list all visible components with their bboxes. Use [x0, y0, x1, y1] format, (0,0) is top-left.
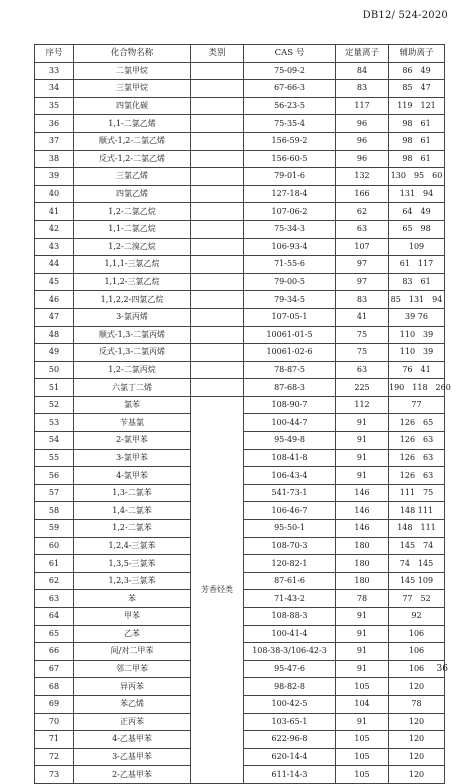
cell-quant-ion: 62	[336, 203, 389, 221]
table-row	[35, 80, 445, 98]
cell-no: 42	[35, 220, 74, 238]
cell-quant-ion: 146	[336, 502, 389, 520]
cell-compound-name: 4-氯甲苯	[74, 467, 191, 485]
cell-aux-ion: 64 49	[389, 203, 445, 221]
cell-no: 68	[35, 678, 74, 696]
column-header-aux-ion: 辅助离子	[389, 45, 445, 63]
cell-compound-name: 1,1,2-三氯乙烷	[74, 273, 191, 291]
table-row	[35, 379, 445, 397]
cell-compound-name: 1,1,1-三氯乙烷	[74, 256, 191, 274]
cell-no: 62	[35, 572, 74, 590]
cell-compound-name: 四氯化碳	[74, 97, 191, 115]
table-row	[35, 396, 445, 414]
cell-cas: 106-46-7	[244, 502, 336, 520]
cell-cas: 87-68-3	[244, 379, 336, 397]
cell-category	[191, 62, 244, 80]
cell-compound-name: 甲苯	[74, 608, 191, 626]
cell-no: 65	[35, 625, 74, 643]
cell-aux-ion: 126 63	[389, 467, 445, 485]
cell-cas: 127-18-4	[244, 185, 336, 203]
cell-no: 47	[35, 308, 74, 326]
cell-cas: 108-70-3	[244, 537, 336, 555]
cell-quant-ion: 97	[336, 256, 389, 274]
cell-compound-name: 1,3,5-三氯苯	[74, 555, 191, 573]
cell-cas: 78-87-5	[244, 361, 336, 379]
cell-no: 70	[35, 713, 74, 731]
cell-compound-name: 二氯甲烷	[74, 62, 191, 80]
cell-aux-ion: 145 74	[389, 537, 445, 555]
cell-category	[191, 150, 244, 168]
cell-no: 51	[35, 379, 74, 397]
cell-no: 60	[35, 537, 74, 555]
table-row	[35, 203, 445, 221]
cell-quant-ion: 105	[336, 766, 389, 784]
cell-no: 57	[35, 484, 74, 502]
cell-quant-ion: 105	[336, 731, 389, 749]
cell-category	[191, 80, 244, 98]
cell-aux-ion: 92	[389, 608, 445, 626]
cell-cas: 79-01-6	[244, 168, 336, 186]
cell-category	[191, 168, 244, 186]
cell-no: 72	[35, 748, 74, 766]
cell-category	[191, 273, 244, 291]
cell-category	[191, 326, 244, 344]
cell-aux-ion: 131 94	[389, 185, 445, 203]
cell-quant-ion: 105	[336, 678, 389, 696]
cell-cas: 103-65-1	[244, 713, 336, 731]
cell-cas: 108-41-8	[244, 449, 336, 467]
cell-cas: 67-66-3	[244, 80, 336, 98]
cell-aux-ion: 111 75	[389, 484, 445, 502]
cell-cas: 107-05-1	[244, 308, 336, 326]
cell-no: 48	[35, 326, 74, 344]
cell-no: 39	[35, 168, 74, 186]
cell-aux-ion: 110 39	[389, 344, 445, 362]
table-header-row	[35, 45, 445, 63]
cell-cas: 95-47-6	[244, 660, 336, 678]
cell-cas: 100-41-4	[244, 625, 336, 643]
cell-aux-ion: 145 109	[389, 572, 445, 590]
table-row	[35, 291, 445, 309]
cell-category	[191, 132, 244, 150]
cell-compound-name: 3-氯丙烯	[74, 308, 191, 326]
cell-cas: 108-88-3	[244, 608, 336, 626]
cell-cas: 71-43-2	[244, 590, 336, 608]
cell-aux-ion: 76 41	[389, 361, 445, 379]
cell-cas: 75-35-4	[244, 115, 336, 133]
cell-aux-ion: 98 61	[389, 132, 445, 150]
cell-aux-ion: 77	[389, 396, 445, 414]
cell-quant-ion: 75	[336, 326, 389, 344]
table-row	[35, 97, 445, 115]
cell-aux-ion: 77 52	[389, 590, 445, 608]
cell-compound-name: 1,2,3-三氯苯	[74, 572, 191, 590]
cell-compound-name: 顺式-1,2-二氯乙烯	[74, 132, 191, 150]
cell-category	[191, 361, 244, 379]
cell-category	[191, 238, 244, 256]
cell-compound-name: 反式-1,2-二氯乙烯	[74, 150, 191, 168]
column-header-name: 化合物名称	[74, 45, 191, 63]
cell-quant-ion: 91	[336, 449, 389, 467]
cell-quant-ion: 180	[336, 555, 389, 573]
cell-no: 37	[35, 132, 74, 150]
cell-aux-ion: 120	[389, 766, 445, 784]
cell-aux-ion: 120	[389, 678, 445, 696]
cell-category-merged: 芳香烃类	[191, 396, 244, 783]
cell-aux-ion: 126 65	[389, 414, 445, 432]
cell-cas: 87-61-6	[244, 572, 336, 590]
cell-no: 58	[35, 502, 74, 520]
cell-category	[191, 256, 244, 274]
cell-no: 40	[35, 185, 74, 203]
cell-aux-ion: 65 98	[389, 220, 445, 238]
cell-quant-ion: 132	[336, 168, 389, 186]
cell-category	[191, 308, 244, 326]
cell-aux-ion: 106	[389, 660, 445, 678]
cell-compound-name: 氯苯	[74, 396, 191, 414]
cell-quant-ion: 83	[336, 80, 389, 98]
cell-compound-name: 1,1-二氯乙烯	[74, 115, 191, 133]
cell-no: 44	[35, 256, 74, 274]
cell-compound-name: 苯乙烯	[74, 695, 191, 713]
cell-quant-ion: 91	[336, 608, 389, 626]
table-row	[35, 361, 445, 379]
column-header-cas: CAS 号	[244, 45, 336, 63]
cell-compound-name: 苄基氯	[74, 414, 191, 432]
cell-quant-ion: 91	[336, 432, 389, 450]
document-code: DB12/ 524-2020	[362, 10, 448, 21]
cell-compound-name: 三氯乙烯	[74, 168, 191, 186]
cell-quant-ion: 91	[336, 660, 389, 678]
cell-no: 46	[35, 291, 74, 309]
cell-aux-ion: 120	[389, 748, 445, 766]
cell-compound-name: 四氯乙烯	[74, 185, 191, 203]
cell-compound-name: 乙苯	[74, 625, 191, 643]
cell-category	[191, 115, 244, 133]
cell-aux-ion: 148 111	[389, 502, 445, 520]
cell-aux-ion: 61 117	[389, 256, 445, 274]
table-row	[35, 326, 445, 344]
cell-aux-ion: 126 63	[389, 432, 445, 450]
cell-quant-ion: 180	[336, 537, 389, 555]
cell-compound-name: 2-乙基甲苯	[74, 766, 191, 784]
cell-quant-ion: 75	[336, 344, 389, 362]
cell-quant-ion: 225	[336, 379, 389, 397]
cell-cas: 95-50-1	[244, 520, 336, 538]
cell-quant-ion: 91	[336, 713, 389, 731]
table-row	[35, 256, 445, 274]
cell-quant-ion: 91	[336, 414, 389, 432]
cell-aux-ion: 148 111	[389, 520, 445, 538]
cell-aux-ion: 110 39	[389, 326, 445, 344]
table-row	[35, 308, 445, 326]
cell-category	[191, 344, 244, 362]
cell-cas: 100-42-5	[244, 695, 336, 713]
cell-quant-ion: 105	[336, 748, 389, 766]
cell-cas: 75-09-2	[244, 62, 336, 80]
cell-cas: 106-43-4	[244, 467, 336, 485]
cell-category	[191, 185, 244, 203]
cell-cas: 120-82-1	[244, 555, 336, 573]
cell-quant-ion: 107	[336, 238, 389, 256]
cell-no: 71	[35, 731, 74, 749]
cell-category	[191, 220, 244, 238]
cell-cas: 622-96-8	[244, 731, 336, 749]
cell-aux-ion: 106	[389, 625, 445, 643]
cell-compound-name: 间/对二甲苯	[74, 643, 191, 661]
page-number: 36	[436, 664, 448, 674]
table-row	[35, 238, 445, 256]
cell-cas: 620-14-4	[244, 748, 336, 766]
cell-aux-ion: 74 145	[389, 555, 445, 573]
cell-aux-ion: 106	[389, 643, 445, 661]
cell-quant-ion: 96	[336, 132, 389, 150]
cell-no: 38	[35, 150, 74, 168]
cell-quant-ion: 112	[336, 396, 389, 414]
cell-no: 41	[35, 203, 74, 221]
cell-compound-name: 苯	[74, 590, 191, 608]
cell-cas: 98-82-8	[244, 678, 336, 696]
cell-compound-name: 1,2,4-三氯苯	[74, 537, 191, 555]
cell-compound-name: 六氯丁二烯	[74, 379, 191, 397]
cell-aux-ion: 78	[389, 695, 445, 713]
cell-no: 52	[35, 396, 74, 414]
cell-no: 73	[35, 766, 74, 784]
cell-aux-ion: 190 118 260	[389, 379, 445, 397]
cell-compound-name: 邻二甲苯	[74, 660, 191, 678]
cell-quant-ion: 117	[336, 97, 389, 115]
cell-aux-ion: 120	[389, 731, 445, 749]
cell-compound-name: 1,2-二氯丙烷	[74, 361, 191, 379]
cell-aux-ion: 120	[389, 713, 445, 731]
table-row	[35, 185, 445, 203]
cell-quant-ion: 96	[336, 150, 389, 168]
cell-compound-name: 2-氯甲苯	[74, 432, 191, 450]
cell-cas: 107-06-2	[244, 203, 336, 221]
table-row	[35, 168, 445, 186]
cell-category	[191, 291, 244, 309]
cell-aux-ion: 98 61	[389, 150, 445, 168]
table-body	[35, 62, 451, 783]
cell-cas: 156-60-5	[244, 150, 336, 168]
cell-no: 64	[35, 608, 74, 626]
cell-cas: 541-73-1	[244, 484, 336, 502]
cell-no: 34	[35, 80, 74, 98]
cell-compound-name: 1,2-二溴乙烷	[74, 238, 191, 256]
cell-cas: 156-59-2	[244, 132, 336, 150]
table-row	[35, 150, 445, 168]
cell-compound-name: 3-氯甲苯	[74, 449, 191, 467]
cell-cas: 100-44-7	[244, 414, 336, 432]
cell-quant-ion: 166	[336, 185, 389, 203]
cell-quant-ion: 180	[336, 572, 389, 590]
cell-cas: 56-23-5	[244, 97, 336, 115]
cell-no: 54	[35, 432, 74, 450]
table-row	[35, 220, 445, 238]
cell-cas: 79-00-5	[244, 273, 336, 291]
cell-compound-name: 1,2-二氯乙烷	[74, 203, 191, 221]
cell-no: 53	[35, 414, 74, 432]
cell-compound-name: 1,3-二氯苯	[74, 484, 191, 502]
cell-aux-ion: 126 63	[389, 449, 445, 467]
cell-quant-ion: 63	[336, 361, 389, 379]
cell-cas: 106-93-4	[244, 238, 336, 256]
cell-compound-name: 反式-1,3-二氯丙烯	[74, 344, 191, 362]
table-row	[35, 132, 445, 150]
cell-no: 63	[35, 590, 74, 608]
cell-no: 69	[35, 695, 74, 713]
cell-aux-ion: 98 61	[389, 115, 445, 133]
cell-compound-name: 1,1-二氯乙烷	[74, 220, 191, 238]
column-header-no: 序号	[35, 45, 74, 63]
cell-cas: 611-14-3	[244, 766, 336, 784]
table-row	[35, 273, 445, 291]
cell-compound-name: 三氯甲烷	[74, 80, 191, 98]
cell-compound-name: 1,1,2,2-四氯乙烷	[74, 291, 191, 309]
cell-cas: 75-34-3	[244, 220, 336, 238]
cell-cas: 79-34-5	[244, 291, 336, 309]
cell-quant-ion: 91	[336, 625, 389, 643]
cell-compound-name: 顺式-1,3-二氯丙烯	[74, 326, 191, 344]
cell-aux-ion: 119 121	[389, 97, 445, 115]
cell-cas: 10061-01-5	[244, 326, 336, 344]
cell-quant-ion: 41	[336, 308, 389, 326]
cell-quant-ion: 91	[336, 467, 389, 485]
cell-compound-name: 异丙苯	[74, 678, 191, 696]
cell-cas: 108-90-7	[244, 396, 336, 414]
cell-aux-ion: 85 47	[389, 80, 445, 98]
cell-compound-name: 4-乙基甲苯	[74, 731, 191, 749]
cell-no: 55	[35, 449, 74, 467]
cell-no: 43	[35, 238, 74, 256]
cell-no: 45	[35, 273, 74, 291]
cell-aux-ion: 109	[389, 238, 445, 256]
cell-aux-ion: 85 131 94	[389, 291, 445, 309]
cell-cas: 10061-02-6	[244, 344, 336, 362]
cell-compound-name: 1,4-二氯苯	[74, 502, 191, 520]
cell-compound-name: 1,2-二氯苯	[74, 520, 191, 538]
cell-no: 33	[35, 62, 74, 80]
cell-no: 49	[35, 344, 74, 362]
cell-no: 35	[35, 97, 74, 115]
table-row	[35, 62, 445, 80]
cell-no: 61	[35, 555, 74, 573]
column-header-quant-ion: 定量离子	[336, 45, 389, 63]
cell-quant-ion: 91	[336, 643, 389, 661]
table-row	[35, 115, 445, 133]
table-row	[35, 344, 445, 362]
cell-compound-name: 正丙苯	[74, 713, 191, 731]
cell-aux-ion: 83 61	[389, 273, 445, 291]
cell-no: 50	[35, 361, 74, 379]
cell-cas: 95-49-8	[244, 432, 336, 450]
cell-quant-ion: 96	[336, 115, 389, 133]
cell-quant-ion: 83	[336, 291, 389, 309]
column-header-category: 类别	[191, 45, 244, 63]
cell-quant-ion: 63	[336, 220, 389, 238]
cell-aux-ion: 86 49	[389, 62, 445, 80]
cell-cas: 71-55-6	[244, 256, 336, 274]
cell-compound-name: 3-乙基甲苯	[74, 748, 191, 766]
cell-category	[191, 203, 244, 221]
cell-quant-ion: 146	[336, 484, 389, 502]
cell-aux-ion: 39 76	[389, 308, 445, 326]
compound-table	[34, 44, 451, 784]
cell-no: 36	[35, 115, 74, 133]
cell-no: 66	[35, 643, 74, 661]
cell-cas: 108-38-3/106-42-3	[244, 643, 336, 661]
cell-quant-ion: 97	[336, 273, 389, 291]
cell-quant-ion: 78	[336, 590, 389, 608]
cell-no: 56	[35, 467, 74, 485]
cell-no: 59	[35, 520, 74, 538]
cell-category	[191, 97, 244, 115]
cell-no: 67	[35, 660, 74, 678]
cell-quant-ion: 84	[336, 62, 389, 80]
cell-quant-ion: 146	[336, 520, 389, 538]
cell-aux-ion: 130 95 60	[389, 168, 445, 186]
cell-category	[191, 379, 244, 397]
cell-quant-ion: 104	[336, 695, 389, 713]
